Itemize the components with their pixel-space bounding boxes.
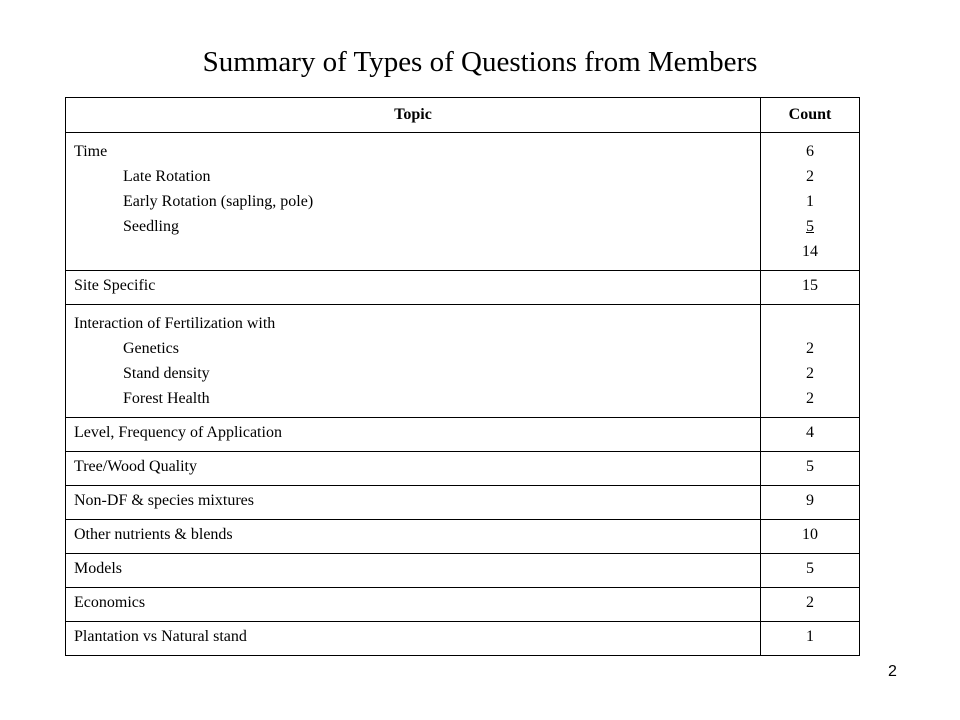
table-row — [66, 418, 860, 452]
table-row — [66, 622, 860, 656]
time-sub-count: 1 — [806, 193, 814, 210]
row-count: 10 — [761, 520, 860, 554]
time-sub-label: Early Rotation (sapling, pole) — [123, 193, 314, 210]
row-topic: Site Specific — [66, 271, 761, 305]
interaction-sub-count: 2 — [806, 340, 814, 357]
row-count: 4 — [761, 418, 860, 452]
time-topic-cell — [66, 133, 761, 271]
time-label: Time — [74, 143, 108, 160]
row-count: 5 — [761, 452, 860, 486]
row-count: 15 — [761, 271, 860, 305]
time-count-cell — [761, 133, 860, 271]
interaction-sub-label: Forest Health — [123, 390, 210, 407]
time-sub-count: 5 — [806, 218, 814, 235]
interaction-topic-cell — [66, 305, 761, 418]
slide-title: Summary of Types of Questions from Members — [202, 46, 758, 78]
summary-table — [65, 97, 860, 656]
row-count: 2 — [761, 588, 860, 622]
topic-header: Topic — [66, 98, 761, 133]
table-row-interaction — [66, 305, 860, 418]
interaction-sub-count: 2 — [806, 390, 814, 407]
table-row — [66, 486, 860, 520]
row-topic: Tree/Wood Quality — [66, 452, 761, 486]
time-sub-label: Late Rotation — [123, 168, 211, 185]
table-row — [66, 554, 860, 588]
table-row — [66, 520, 860, 554]
interaction-count-cell — [761, 305, 860, 418]
row-topic: Plantation vs Natural stand — [66, 622, 761, 656]
count-header: Count — [761, 98, 860, 133]
time-sum: 14 — [802, 243, 818, 260]
row-topic: Economics — [66, 588, 761, 622]
interaction-sub-label: Stand density — [123, 365, 210, 382]
row-topic: Non-DF & species mixtures — [66, 486, 761, 520]
interaction-label: Interaction of Fertilization with — [74, 315, 276, 332]
row-topic: Models — [66, 554, 761, 588]
spacer-line — [74, 239, 752, 264]
table-row — [66, 271, 860, 305]
interaction-sub-label: Genetics — [123, 340, 179, 357]
row-topic: Level, Frequency of Application — [66, 418, 761, 452]
row-count: 5 — [761, 554, 860, 588]
row-count: 9 — [761, 486, 860, 520]
table-row-time — [66, 133, 860, 271]
interaction-sub-count: 2 — [806, 365, 814, 382]
time-sub-label: Seedling — [123, 218, 179, 235]
time-total: 6 — [806, 143, 814, 160]
table-row — [66, 452, 860, 486]
table-row — [66, 588, 860, 622]
time-sub-count: 2 — [806, 168, 814, 185]
row-topic: Other nutrients & blends — [66, 520, 761, 554]
page-number: 2 — [888, 663, 897, 680]
row-count: 1 — [761, 622, 860, 656]
header-row — [66, 98, 860, 133]
